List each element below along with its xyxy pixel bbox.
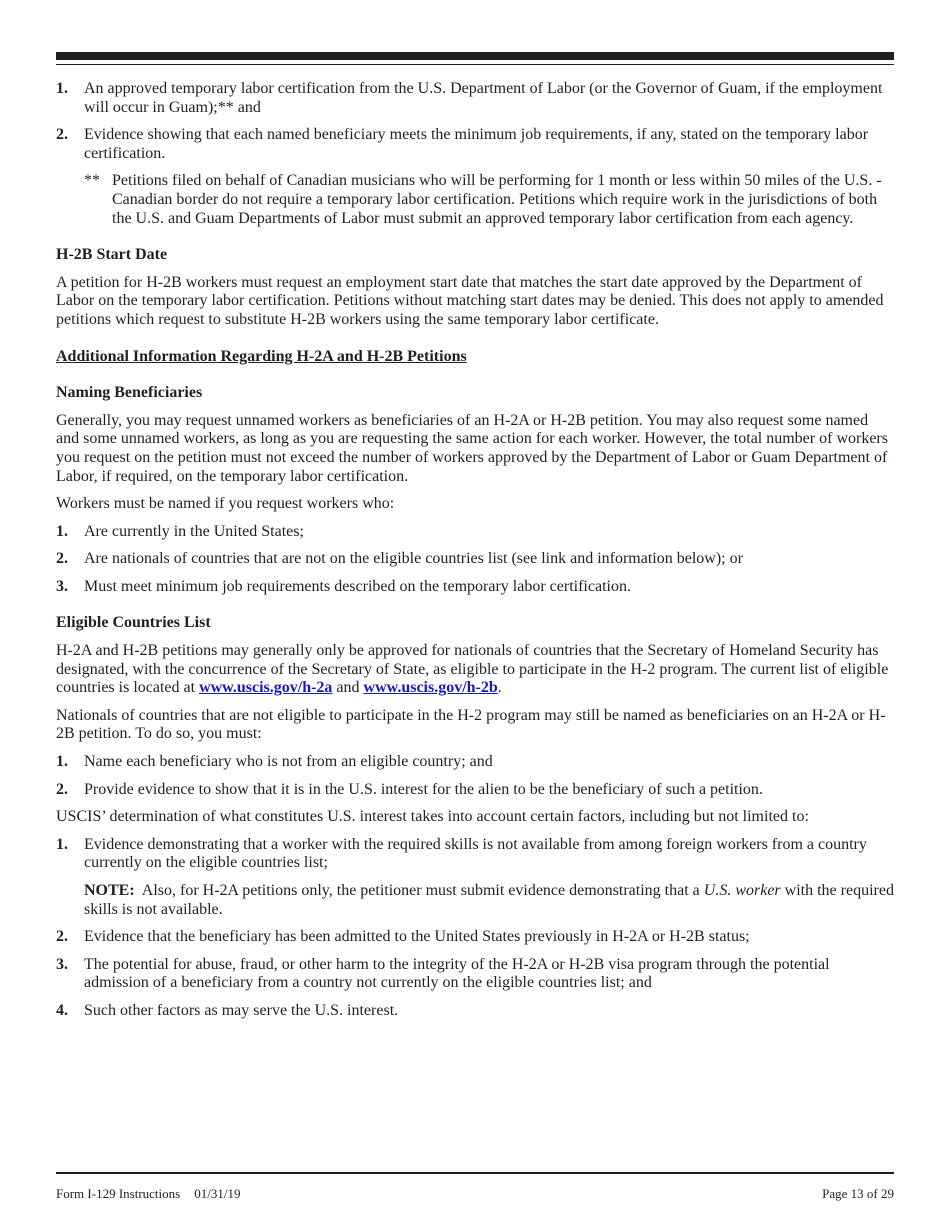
h2a-link[interactable]: www.uscis.gov/h-2a — [199, 679, 333, 697]
eligible-text-pre: H-2A and H-2B petitions may generally only be approved for nationals of countries that the Secretary of Homeland Security has designated, with the concurrence of the Secretary of State, as eligible to participate in the H-2 program. The current list of eligible countries is located at — [56, 642, 889, 697]
eligible-paragraph-2: Nationals of countries that are not eligible to participate in the H-2 program may still be named as beneficiaries on an H-2A or H-2B petition. To do so, you must: — [56, 706, 886, 743]
list-text: Provide evidence to show that it is in the U.S. interest for the alien to be the beneficiary of such a petition. — [84, 780, 763, 798]
page-footer — [56, 1186, 894, 1202]
footer-rule — [56, 1172, 894, 1174]
list-number: 1. — [56, 753, 68, 771]
naming-paragraph-1: Generally, you may request unnamed workers as beneficiaries of an H-2A or H-2B petition. You may also request some named and some unnamed workers, as long as you are requesting the same action for each worker. However, the total number of workers you request on the petition must not exceed the number of workers approved by the Department of Labor or Guam Department of Labor, if required, on the temporary labor certification. — [56, 411, 888, 485]
eligible-paragraph-3: USCIS’ determination of what constitutes U.S. interest takes into account certain factors, including but not limited to: — [56, 808, 809, 826]
list-text: Evidence demonstrating that a worker with the required skills is not available from among foreign workers from a country currently on the eligible countries list; — [84, 835, 867, 872]
list-item — [56, 578, 894, 597]
list-text: Are currently in the United States; — [84, 522, 304, 540]
list-item — [56, 781, 894, 800]
footer-form-name: Form I-129 Instructions — [56, 1186, 181, 1201]
footer-page-number: Page 13 of 29 — [822, 1186, 894, 1201]
list-number: 2. — [56, 780, 68, 798]
list-text: Must meet minimum job requirements described on the temporary labor certification. — [84, 577, 631, 595]
note-italic: U.S. worker — [703, 882, 781, 899]
list-text: The potential for abuse, fraud, or other harm to the integrity of the H-2A or H-2B visa program through the potential admission of a beneficiary from a country not currently on the eligible countries list; and — [84, 955, 830, 992]
naming-beneficiaries-heading: Naming Beneficiaries — [56, 384, 203, 402]
footnote-mark: ** — [84, 172, 100, 190]
list-item — [56, 80, 894, 117]
list-number: 3. — [56, 577, 68, 595]
list-item — [56, 753, 894, 772]
h2b-link[interactable]: www.uscis.gov/h-2b — [363, 679, 498, 697]
list-item — [56, 1002, 894, 1021]
eligible-paragraph-1 — [56, 642, 894, 698]
eligible-countries-heading: Eligible Countries List — [56, 614, 211, 632]
footer-form-info — [56, 1186, 240, 1202]
page-content — [56, 80, 894, 1030]
list-item — [56, 956, 894, 993]
footnote-text: Petitions filed on behalf of Canadian musicians who will be performing for 1 month or less within 50 miles of the U.S. - Canadian border do not require a temporary labor certification. Petitions which require work in the jurisdictions of both the U.S. and Guam Departments of Labor must submit an approved temporary labor certification from each agency. — [112, 172, 882, 227]
list-text: Evidence showing that each named beneficiary meets the minimum job requirements, if any, stated on the temporary labor certification. — [84, 126, 869, 162]
note-paragraph — [84, 882, 894, 919]
list-text: An approved temporary labor certification from the U.S. Department of Labor (or the Governor of Guam, if the employment will occur in Guam);** and — [84, 80, 883, 116]
list-number: 4. — [56, 1001, 68, 1019]
naming-paragraph-2: Workers must be named if you request workers who: — [56, 495, 395, 513]
list-item — [56, 928, 894, 947]
header-rule-thick — [56, 52, 894, 60]
list-number: 1. — [56, 522, 68, 540]
list-item — [56, 836, 894, 873]
header-rule-thin — [56, 64, 894, 65]
note-text-post: with the required skills is not available. — [84, 882, 894, 918]
list-number: 3. — [56, 955, 68, 973]
list-text: Such other factors as may serve the U.S. interest. — [84, 1001, 399, 1019]
h2b-start-date-heading: H-2B Start Date — [56, 246, 168, 264]
note-text-pre: Also, for H-2A petitions only, the petitioner must submit evidence demonstrating that a — [134, 882, 704, 899]
note-label: NOTE: — [84, 882, 135, 899]
list-text: Evidence that the beneficiary has been admitted to the United States previously in H-2A or H-2B status; — [84, 928, 750, 946]
list-text: Name each beneficiary who is not from an eligible country; and — [84, 753, 493, 771]
eligible-text-mid: and — [332, 679, 364, 697]
footnote — [84, 172, 894, 228]
additional-info-heading: Additional Information Regarding H-2A and H-2B Petitions — [56, 347, 467, 365]
eligible-text-post: . — [497, 679, 502, 697]
list-number: 2. — [56, 126, 68, 144]
list-number: 1. — [56, 80, 68, 97]
list-number: 1. — [56, 835, 68, 853]
list-item — [56, 126, 894, 163]
list-number: 2. — [56, 928, 68, 946]
h2b-start-date-text: A petition for H-2B workers must request an employment start date that matches the start date approved by the Department of Labor on the temporary labor certification. Petitions without matching start dates may be denied. This does not apply to amended petitions which request to substitute H-2B workers using the same temporary labor certificate. — [56, 273, 884, 328]
list-item — [56, 550, 894, 569]
list-number: 2. — [56, 550, 68, 568]
footer-form-date: 01/31/19 — [194, 1186, 241, 1201]
list-item — [56, 523, 894, 542]
list-text: Are nationals of countries that are not on the eligible countries list (see link and information below); or — [84, 550, 743, 568]
